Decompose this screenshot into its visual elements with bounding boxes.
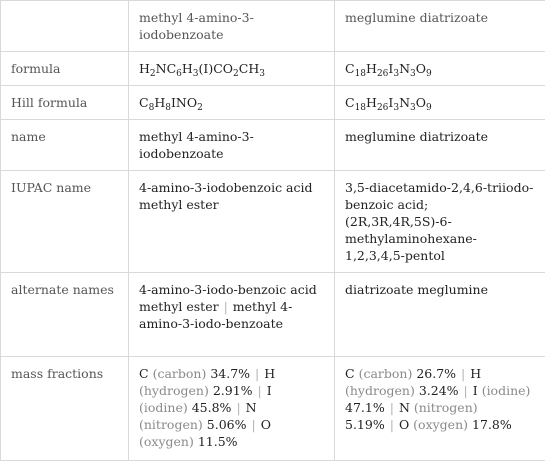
element-name: (carbon) [153, 366, 207, 381]
element-name: (carbon) [359, 366, 413, 381]
mass-percent: 45.8% [192, 400, 232, 415]
element-symbol: H [470, 366, 481, 381]
formula-subscript: 26 [377, 103, 388, 113]
table-row [1, 52, 545, 86]
separator: | [219, 299, 233, 314]
alternate-name: methyl 4-amino-3-iodo-benzoate [139, 299, 292, 331]
mass-fraction-entry [139, 366, 250, 381]
formula-text: (I)CO [199, 61, 234, 76]
row-label-mass-fractions: mass fractions [1, 357, 129, 461]
iupac-name-cell: 4-amino-3-iodobenzoic acid methyl ester [129, 171, 335, 273]
mass-fractions-cell [129, 357, 335, 461]
separator: | [246, 417, 260, 432]
mass-percent: 5.19% [345, 417, 385, 432]
row-label-alternate-names: alternate names [1, 273, 129, 357]
hill-formula-cell [129, 86, 335, 120]
element-symbol: O [399, 417, 409, 432]
formula-subscript: 18 [355, 69, 366, 79]
formula-subscript: 18 [355, 103, 366, 113]
table-row [1, 273, 545, 357]
element-symbol: I [267, 383, 272, 398]
alternate-names-cell [335, 273, 545, 357]
separator: | [385, 400, 399, 415]
formula-cell [129, 52, 335, 86]
formula-text: C [345, 61, 355, 76]
element-symbol: C [345, 366, 355, 381]
mass-percent: 47.1% [345, 400, 385, 415]
formula-text: O [416, 95, 426, 110]
element-symbol: C [139, 366, 149, 381]
mass-fractions-cell [335, 357, 545, 461]
table-row [1, 357, 545, 461]
element-name: (iodine) [139, 400, 188, 415]
column-header-methyl-aminoiodobenzoate: methyl 4-amino-3-iodobenzoate [129, 1, 335, 52]
element-name: (oxygen) [139, 434, 194, 449]
formula-text: H [182, 61, 193, 76]
element-name: (iodine) [482, 383, 531, 398]
mass-fraction-entry [399, 417, 512, 432]
element-symbol: I [473, 383, 478, 398]
formula-subscript: 26 [377, 69, 388, 79]
formula-subscript: 2 [233, 69, 239, 79]
formula-subscript: 3 [410, 103, 416, 113]
element-name: (nitrogen) [414, 400, 478, 415]
formula-text: C [345, 95, 355, 110]
element-name: (hydrogen) [345, 383, 415, 398]
formula-text: H [139, 61, 150, 76]
formula-subscript: 2 [150, 69, 156, 79]
formula-cell [335, 52, 545, 86]
name-cell: methyl 4-amino-3-iodobenzoate [129, 120, 335, 171]
separator: | [459, 383, 473, 398]
formula-subscript: 3 [193, 69, 199, 79]
element-symbol: H [264, 366, 275, 381]
separator: | [231, 400, 245, 415]
element-symbol: O [261, 417, 271, 432]
separator: | [250, 366, 264, 381]
row-label-hill-formula: Hill formula [1, 86, 129, 120]
separator: | [253, 383, 267, 398]
formula-subscript: 9 [426, 69, 432, 79]
formula-subscript: 3 [410, 69, 416, 79]
element-name: (nitrogen) [139, 417, 203, 432]
element-symbol: N [399, 400, 410, 415]
mass-percent: 26.7% [416, 366, 456, 381]
formula-text: C [139, 95, 149, 110]
row-label-iupac-name: IUPAC name [1, 171, 129, 273]
hill-formula-cell [335, 86, 545, 120]
element-symbol: N [246, 400, 257, 415]
element-name: (oxygen) [413, 417, 468, 432]
formula-subscript: 8 [165, 103, 171, 113]
corner-cell [1, 1, 129, 52]
formula-subscript: 3 [393, 69, 399, 79]
table-row [1, 86, 545, 120]
formula-subscript: 3 [393, 103, 399, 113]
header-row [1, 1, 545, 52]
formula-subscript: 9 [426, 103, 432, 113]
column-header-meglumine-diatrizoate: meglumine diatrizoate [335, 1, 545, 52]
formula-text: N [399, 61, 410, 76]
element-name: (hydrogen) [139, 383, 209, 398]
name-cell: meglumine diatrizoate [335, 120, 545, 171]
alternate-name: 4-amino-3-iodo-benzoic acid methyl ester [139, 282, 317, 314]
row-label-formula: formula [1, 52, 129, 86]
table-row [1, 120, 545, 171]
formula-text: H [154, 95, 165, 110]
alternate-name: diatrizoate meglumine [345, 282, 488, 297]
mass-percent: 3.24% [419, 383, 459, 398]
mass-percent: 34.7% [210, 366, 250, 381]
alternate-names-cell [129, 273, 335, 357]
formula-text: I [388, 95, 393, 110]
formula-subscript: 3 [259, 69, 265, 79]
formula-text: INO [171, 95, 197, 110]
mass-percent: 17.8% [472, 417, 512, 432]
mass-percent: 11.5% [198, 434, 238, 449]
mass-fraction-entry [345, 366, 456, 381]
separator: | [385, 417, 399, 432]
row-label-name: name [1, 120, 129, 171]
formula-subscript: 2 [197, 103, 203, 113]
separator: | [456, 366, 470, 381]
formula-text: H [366, 61, 377, 76]
formula-text: CH [239, 61, 259, 76]
table-row [1, 171, 545, 273]
formula-text: H [366, 95, 377, 110]
iupac-name-cell: 3,5-diacetamido-2,4,6-triiodo-benzoic acid; (2R,3R,4R,5S)-6-methylaminohexane-1,2,3,4,5-pentol [335, 171, 545, 273]
formula-text: I [388, 61, 393, 76]
formula-subscript: 6 [176, 69, 182, 79]
formula-text: NC [156, 61, 177, 76]
formula-text: O [416, 61, 426, 76]
mass-percent: 5.06% [207, 417, 247, 432]
formula-text: N [399, 95, 410, 110]
mass-percent: 2.91% [213, 383, 253, 398]
formula-subscript: 8 [149, 103, 155, 113]
